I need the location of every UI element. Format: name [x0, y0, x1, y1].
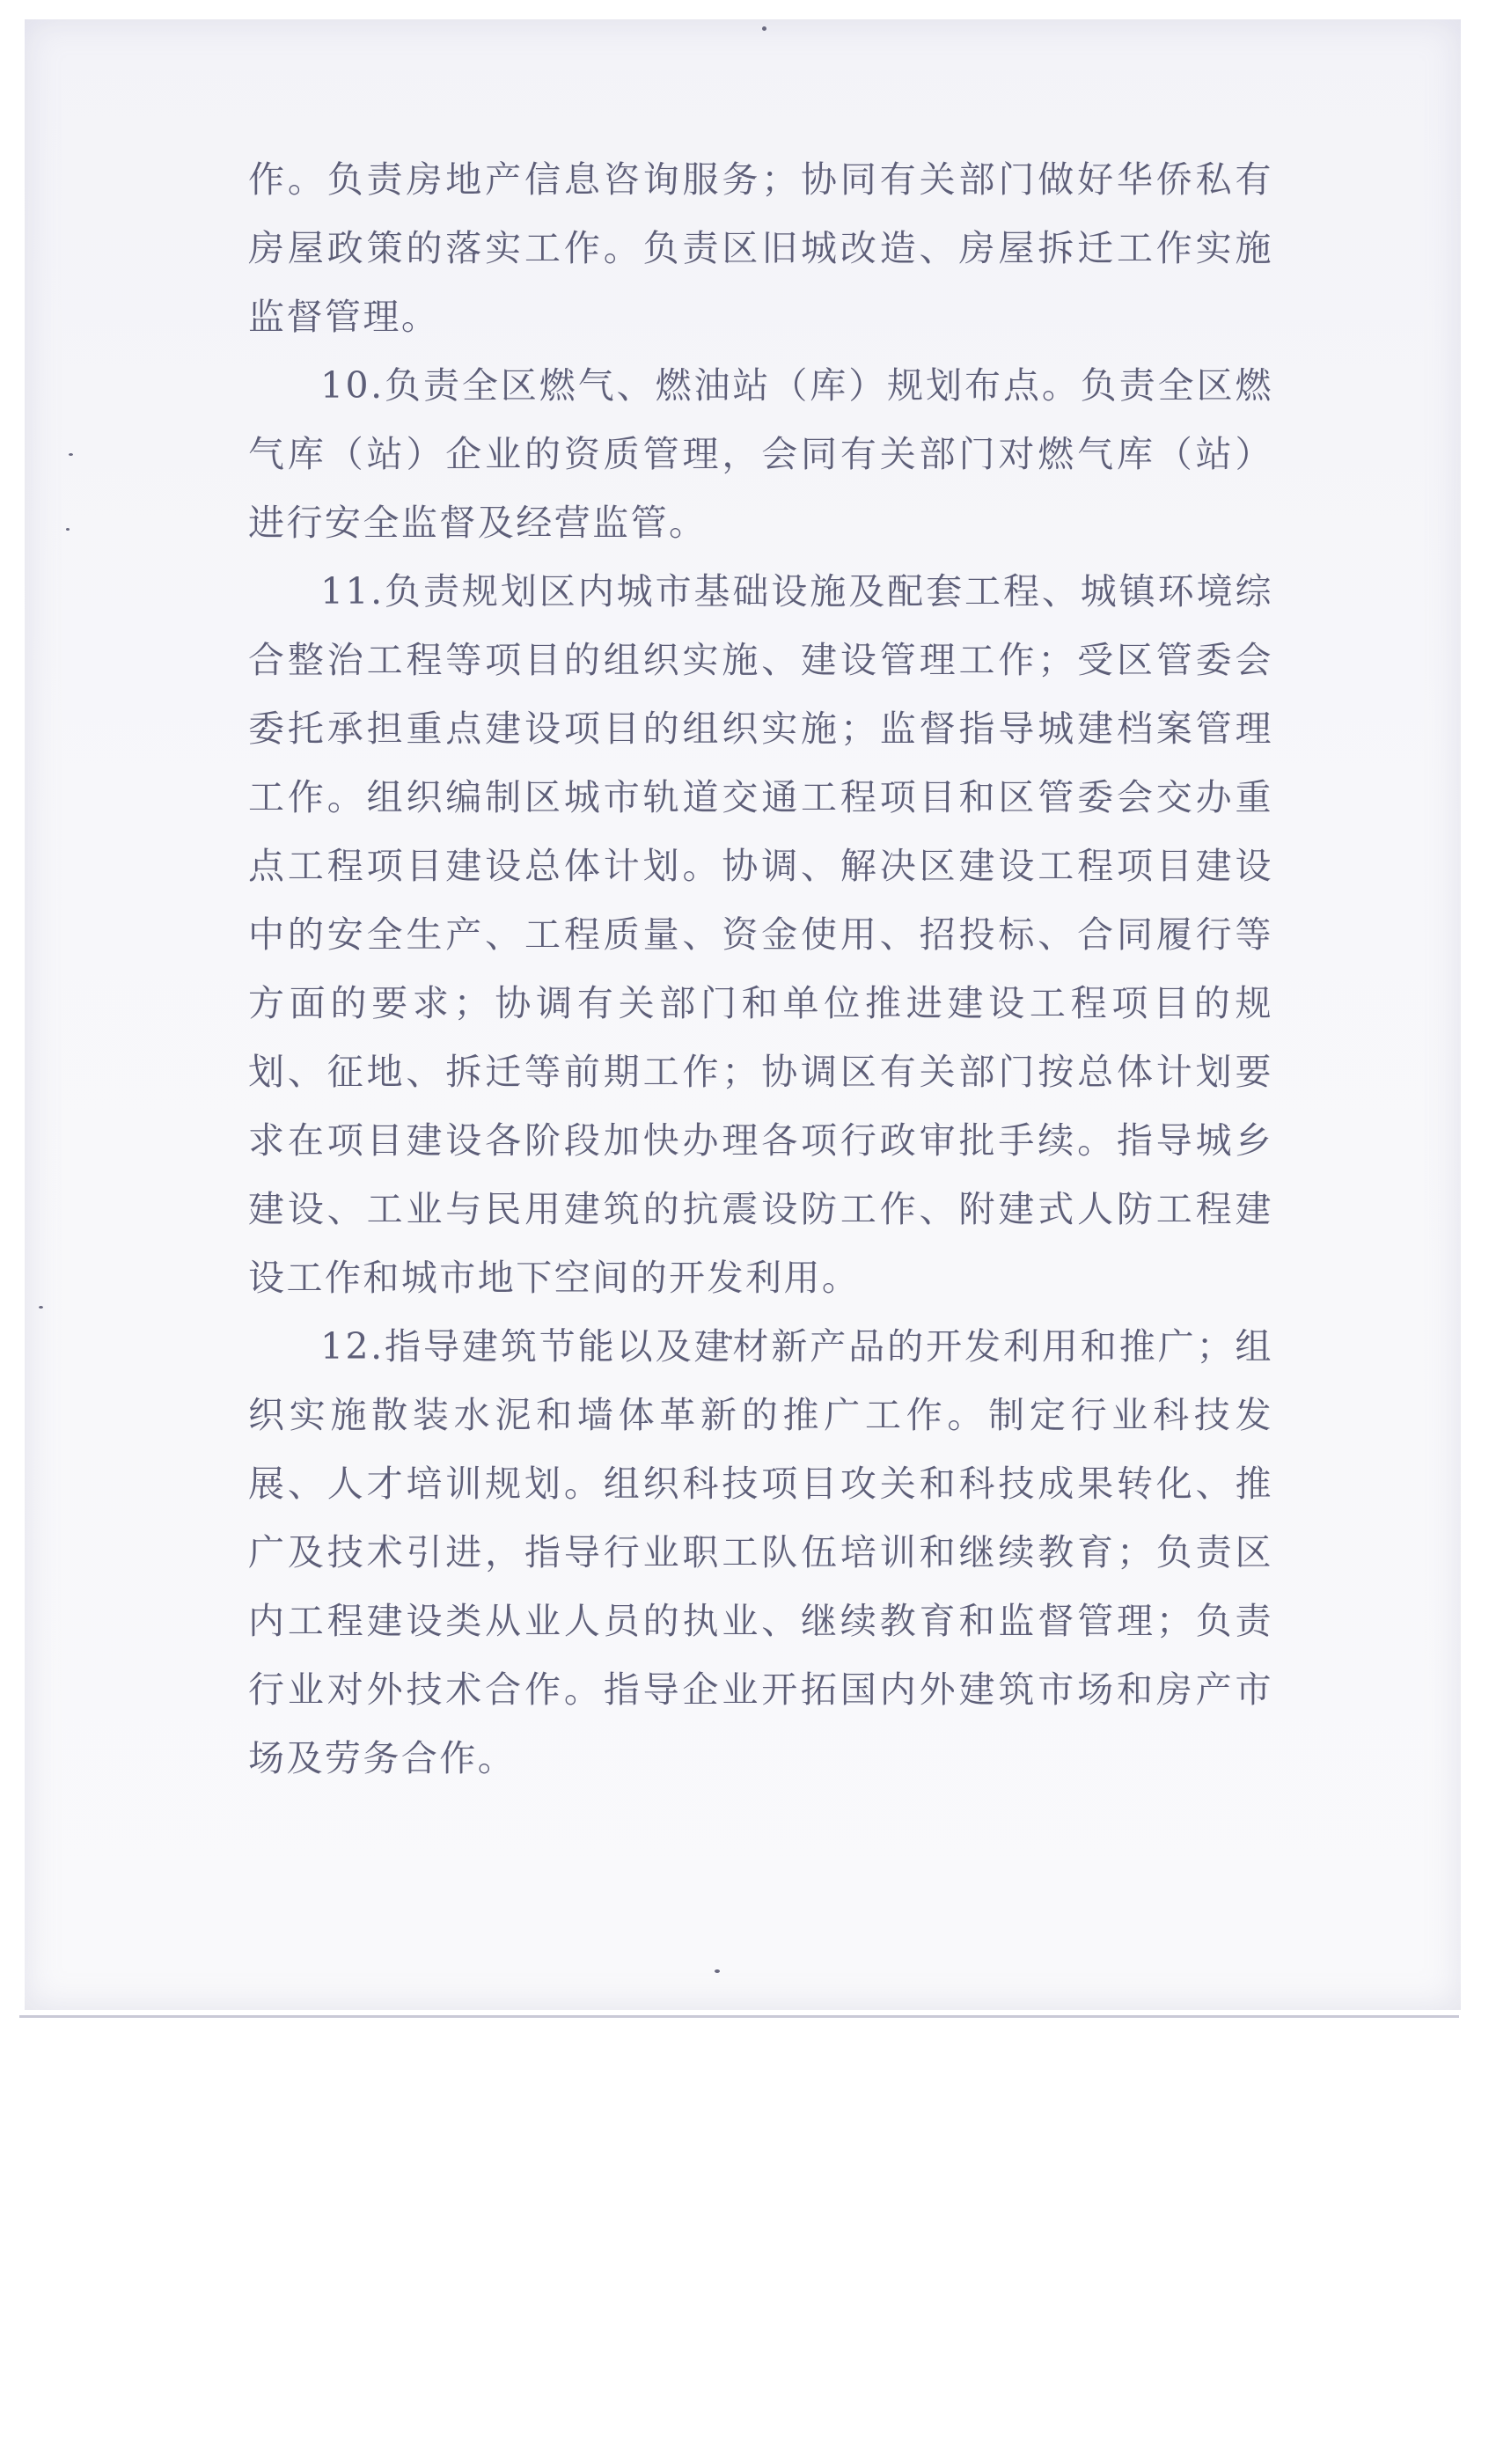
paragraph-item-10: 10.负责全区燃气、燃油站（库）规划布点。负责全区燃气库（站）企业的资质管理，会同有关部门对燃气库（站）进行安全监督及经营监管。 [248, 364, 1273, 544]
paragraph-continuation: 作。负责房地产信息咨询服务；协同有关部门做好华侨私有房屋政策的落实工作。负责区旧城改造、房屋拆迁工作实施监督管理。 [248, 158, 1273, 338]
scan-speck [69, 453, 73, 456]
scan-speck [66, 528, 70, 531]
scan-speck [762, 26, 766, 31]
scan-bottom-edge [19, 2015, 1459, 2018]
paragraph-item-11: 11.负责规划区内城市基础设施及配套工程、城镇环境综合整治工程等项目的组织实施、建设管理工作；受区管委会委托承担重点建设项目的组织实施；监督指导城建档案管理工作。组织编制区城市轨道交通工程项目和区管委会交办重点工程项目建设总体计划。协调、解决区建设工程项目建设中的安全生产、工程质量、资金使用、招投标、合同履行等方面的要求；协调有关部门和单位推进建设工程项目的规划、征地、拆迁等前期工作；协调区有关部门按总体计划要求在项目建设各阶段加快办理各项行政审批手续。指导城乡建设、工业与民用建筑的抗震设防工作、附建式人防工程建设工作和城市地下空间的开发利用。 [248, 570, 1273, 1299]
document-body [248, 145, 1273, 1793]
paragraph-item-12: 12.指导建筑节能以及建材新产品的开发利用和推广；组织实施散装水泥和墙体革新的推广工作。制定行业科技发展、人才培训规划。组织科技项目攻关和科技成果转化、推广及技术引进，指导行业职工队伍培训和继续教育；负责区内工程建设类从业人员的执业、继续教育和监督管理；负责行业对外技术合作。指导企业开拓国内外建筑市场和房产市场及劳务合作。 [248, 1325, 1273, 1779]
scan-speck [39, 1306, 43, 1309]
scan-speck [715, 1969, 720, 1973]
